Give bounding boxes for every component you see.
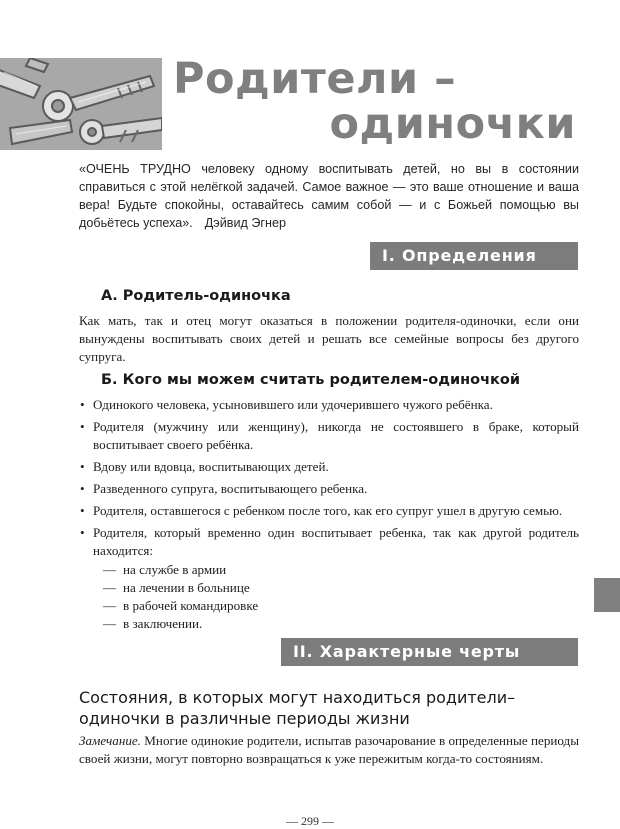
list-item-text: Родителя, который временно один воспитывает ребенка, так как другой родитель находится: xyxy=(93,525,579,558)
list-item-text: Разведенного супруга, воспитывающего ребенка. xyxy=(93,481,368,496)
list-item-text: Вдову или вдовца, воспитывающих детей. xyxy=(93,459,329,474)
bullet-icon: • xyxy=(80,397,85,412)
note-paragraph xyxy=(79,732,579,768)
sub-list-item-text: на службе в армии xyxy=(123,562,227,577)
sub-list xyxy=(103,561,579,633)
list-item xyxy=(79,418,579,454)
sub-list-item-text: в заключении. xyxy=(123,616,203,631)
subheading-who-is-single-parent: Б. Кого мы можем считать родителем-одиночкой xyxy=(101,372,521,388)
list-item xyxy=(79,524,579,633)
bullet-icon: • xyxy=(80,525,85,540)
section-heading-definitions: I. Определения xyxy=(370,242,578,270)
subheading-single-parent: А. Родитель-одиночка xyxy=(101,288,291,304)
page-number: — 299 — xyxy=(286,814,334,828)
epigraph-text: «ОЧЕНЬ ТРУДНО человеку одному воспитывать детей, но вы в состоянии справиться с этой нелёгкой задачей. Самое важное — это ваше отношение и ваша вера! Будьте спокойны, оставайтесь самим собой — и с Божьей помощью вы добьётесь успеха». xyxy=(79,162,579,230)
criteria-list xyxy=(79,396,579,637)
sub-list-item xyxy=(103,561,579,579)
sub-list-item xyxy=(103,579,579,597)
note-text: Многие одинокие родители, испытав разочарование в определенные периоды своей жизни, могут повторно возвращаться к уже пережитым когда-то состояниям. xyxy=(79,733,579,766)
section-heading-characteristics: II. Характерные черты xyxy=(281,638,578,666)
sub-list-item-text: в рабочей командировке xyxy=(123,598,259,613)
subheading-states: Состояния, в которых могут находиться родители–одиночки в различные периоды жизни xyxy=(79,688,516,728)
epigraph-author: Дэйвид Эгнер xyxy=(204,216,286,230)
dash-icon: — xyxy=(103,562,117,577)
sub-list-item xyxy=(103,615,579,633)
epigraph xyxy=(79,160,579,232)
keys-illustration xyxy=(0,58,162,150)
list-item xyxy=(79,396,579,414)
page-title-line-2: одиночки xyxy=(329,99,576,149)
bullet-icon: • xyxy=(80,419,85,434)
list-item xyxy=(79,480,579,498)
list-item xyxy=(79,458,579,476)
dash-icon: — xyxy=(103,580,117,595)
definition-paragraph: Как мать, так и отец могут оказаться в положении родителя-одиночки, если они вынуждены воспитывать своих детей и решать все семейные вопросы без другого супруга. xyxy=(79,313,579,364)
sub-list-item-text: на лечении в больнице xyxy=(123,580,250,595)
chapter-tab-marker xyxy=(594,578,620,612)
bullet-icon: • xyxy=(80,503,85,518)
dash-icon: — xyxy=(103,598,117,613)
list-item-text: Родителя, оставшегося с ребенком после того, как его супруг ушел в другую семью. xyxy=(93,503,563,518)
list-item xyxy=(79,502,579,520)
note-lead: Замечание. xyxy=(79,733,141,748)
bullet-icon: • xyxy=(80,459,85,474)
bullet-icon: • xyxy=(80,481,85,496)
page-title-line-1: Родители – xyxy=(173,54,457,104)
list-item-text: Одинокого человека, усыновившего или удочерившего чужого ребёнка. xyxy=(93,397,493,412)
dash-icon: — xyxy=(103,616,117,631)
list-item-text: Родителя (мужчину или женщину), никогда не состоявшего в браке, который воспитывает своего ребёнка. xyxy=(93,419,579,452)
sub-list-item xyxy=(103,597,579,615)
keys-icon xyxy=(0,58,162,150)
